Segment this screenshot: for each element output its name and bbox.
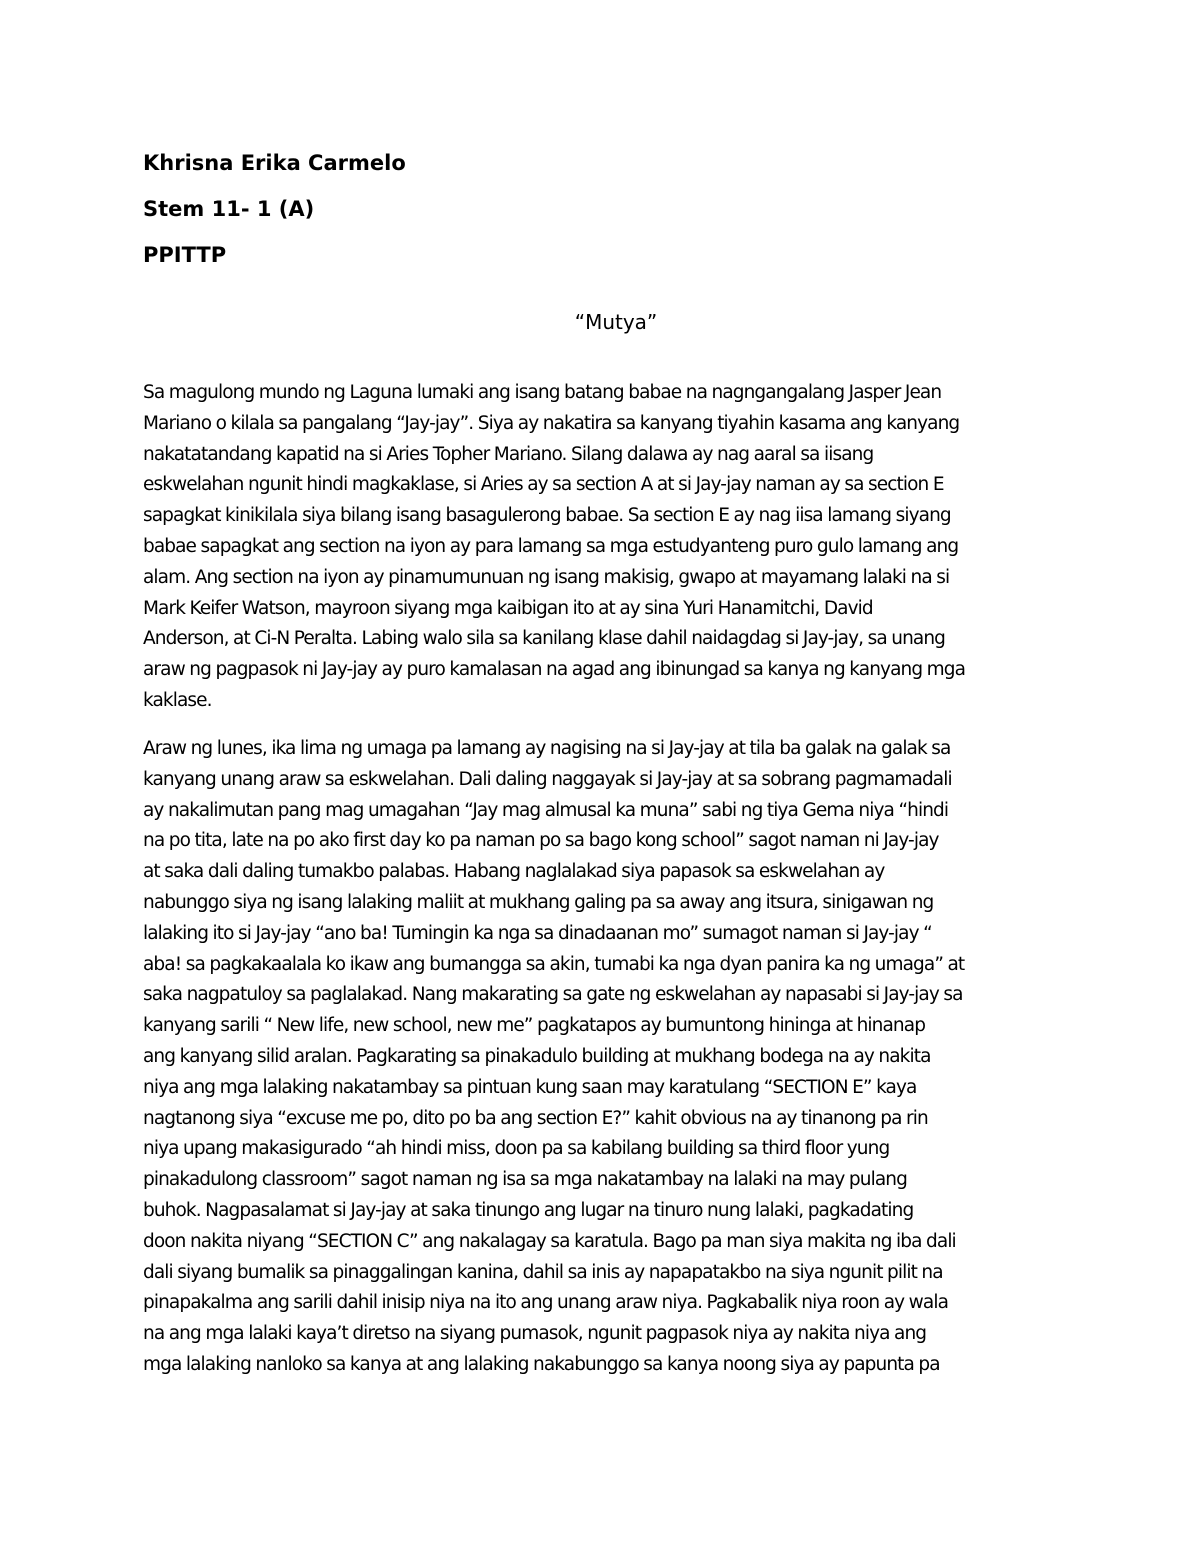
text-line: na ang mga lalaki kaya’t diretso na siyang pumasok, ngunit pagpasok niya ay nakita niya ang — [143, 1323, 927, 1345]
document-header — [143, 140, 406, 278]
text-line: Mariano o kilala sa pangalang “Jay-jay”. Siya ay nakatira sa kanyang tiyahin kasama ang kanyang — [143, 412, 960, 434]
text-line: sapagkat kinikilala siya bilang isang basagulerong babae. Sa section E ay nag iisa lamang siyang — [143, 505, 951, 527]
text-line: pinakadulong classroom” sagot naman ng isa sa mga nakatambay na lalaki na may pulang — [143, 1169, 907, 1191]
text-line: Sa magulong mundo ng Laguna lumaki ang isang batang babae na nagngangalang Jasper Jean — [143, 382, 942, 403]
text-line: nakatatandang kapatid na si Aries Topher Mariano. Silang dalawa ay nag aaral sa iisang — [143, 443, 874, 465]
text-line: mga lalaking nanloko sa kanya at ang lalaking nakabunggo sa kanya noong siya ay papunta pa — [143, 1353, 940, 1375]
text-line: doon nakita niyang “SECTION C” ang nakalagay sa karatula. Bago pa man siya makita ng iba dali — [143, 1230, 956, 1252]
paragraph-2 — [143, 734, 1063, 1381]
text-line: nabunggo siya ng isang lalaking maliit at mukhang galing pa sa away ang itsura, sinigawan ng — [143, 891, 934, 913]
story-title: “Mutya” — [574, 310, 658, 334]
text-line: Araw ng lunes, ika lima ng umaga pa lamang ay nagising na si Jay-jay at tila ba galak na galak sa — [143, 738, 951, 759]
class-section: Stem 11- 1 (A) — [143, 197, 315, 221]
text-line: saka nagpatuloy sa paglalakad. Nang makarating sa gate ng eskwelahan ay napasabi si Jay-jay sa — [143, 984, 963, 1006]
text-line: ay nakalimutan pang mag umagahan “Jay mag almusal ka muna” sabi ng tiya Gema niya “hindi — [143, 799, 949, 821]
text-line: kanyang unang araw sa eskwelahan. Dali daling naggayak si Jay-jay at sa sobrang pagmamadali — [143, 768, 952, 790]
author-name: Khrisna Erika Carmelo — [143, 151, 406, 175]
text-line: kanyang sarili “ New life, new school, new me” pagkatapos ay bumuntong hininga at hinanap — [143, 1015, 926, 1037]
text-line: dali siyang bumalik sa pinaggalingan kanina, dahil sa inis ay napapatakbo na siya ngunit pilit na — [143, 1261, 943, 1283]
text-line: pinapakalma ang sarili dahil inisip niya na ito ang unang araw niya. Pagkabalik niya roon ay wala — [143, 1292, 949, 1314]
text-line: niya upang makasigurado “ah hindi miss, doon pa sa kabilang building sa third floor yung — [143, 1138, 890, 1160]
text-line: buhok. Nagpasalamat si Jay-jay at saka tinungo ang lugar na tinuro nung lalaki, pagkadating — [143, 1199, 914, 1221]
text-line: kaklase. — [143, 689, 212, 711]
text-line: Anderson, at Ci-N Peralta. Labing walo sila sa kanilang klase dahil naidagdag si Jay-jay, sa unang — [143, 628, 946, 650]
text-line: lalaking ito si Jay-jay “ano ba! Tumingin ka nga sa dinadaanan mo” sumagot naman si Jay-jay “ — [143, 922, 932, 944]
subject-code: PPITTP — [143, 243, 227, 267]
text-line: araw ng pagpasok ni Jay-jay ay puro kamalasan na agad ang ibinungad sa kanya ng kanyang mga — [143, 659, 966, 681]
text-line: babae sapagkat ang section na iyon ay para lamang sa mga estudyanteng puro gulo lamang ang — [143, 535, 959, 557]
paragraph-1 — [143, 378, 1063, 717]
text-line: alam. Ang section na iyon ay pinamumunuan ng isang makisig, gwapo at mayamang lalaki na si — [143, 566, 950, 588]
text-line: at saka dali daling tumakbo palabas. Habang naglalakad siya papasok sa eskwelahan ay — [143, 861, 885, 883]
text-line: Mark Keifer Watson, mayroon siyang mga kaibigan ito at ay sina Yuri Hanamitchi, David — [143, 597, 873, 619]
text-line: eskwelahan ngunit hindi magkaklase, si Aries ay sa section A at si Jay-jay naman ay sa section E — [143, 474, 944, 496]
text-line: nagtanong siya “excuse me po, dito po ba ang section E?” kahit obvious na ay tinanong pa rin — [143, 1107, 928, 1129]
text-line: na po tita, late na po ako first day ko pa naman po sa bago kong school” sagot naman ni Jay-jay — [143, 830, 939, 852]
text-line: niya ang mga lalaking nakatambay sa pintuan kung saan may karatulang “SECTION E” kaya — [143, 1076, 917, 1098]
text-line: ang kanyang silid aralan. Pagkarating sa pinakadulo building at mukhang bodega na ay nakita — [143, 1045, 931, 1067]
text-line: aba! sa pagkakaalala ko ikaw ang bumangga sa akin, tumabi ka nga dyan panira ka ng umaga” at — [143, 953, 965, 975]
